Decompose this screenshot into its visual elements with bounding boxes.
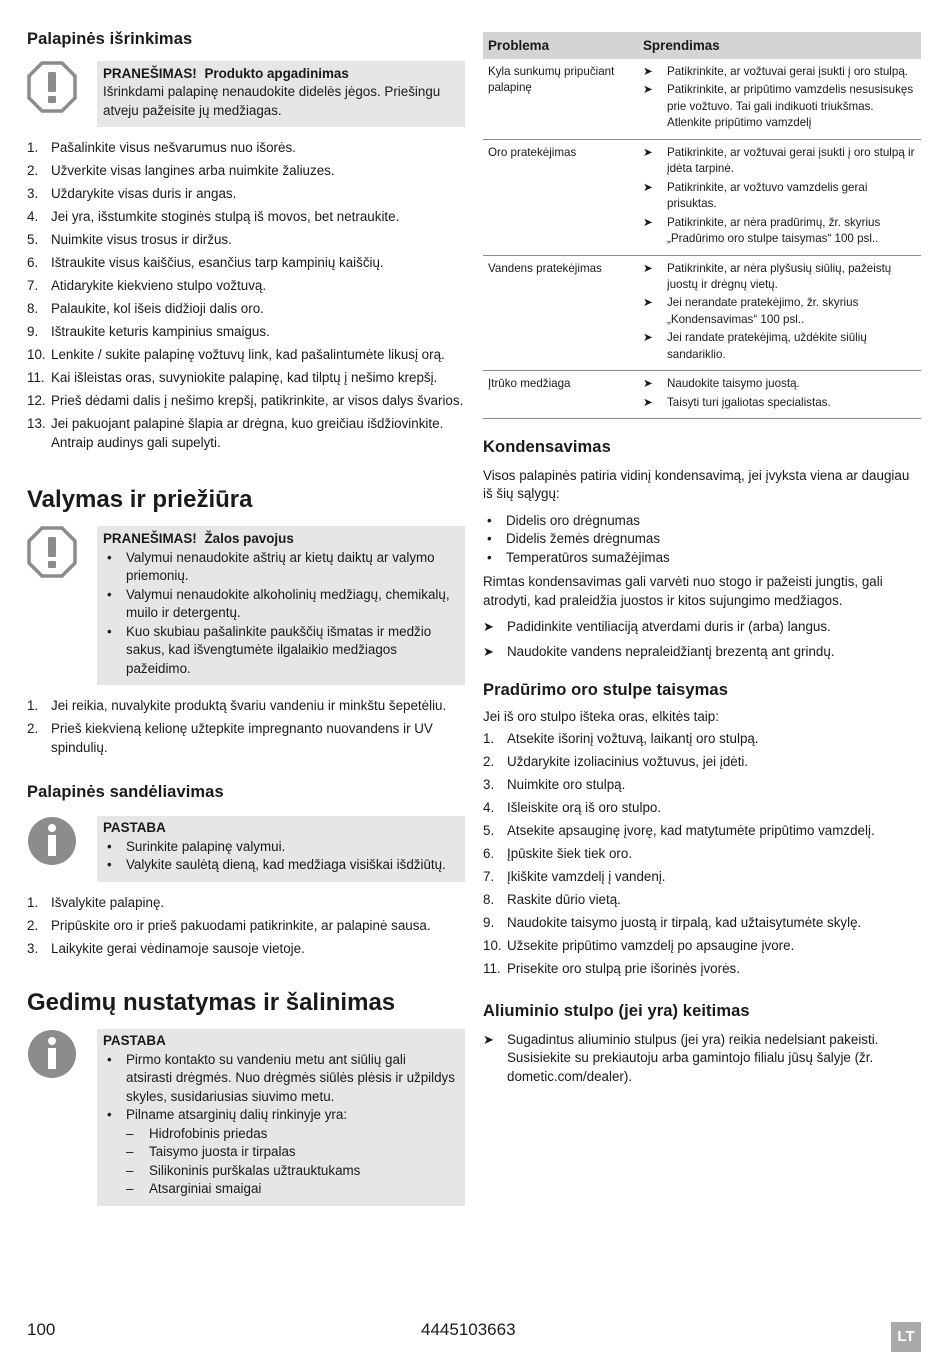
- repair-steps: [483, 730, 921, 979]
- list-item-number: 4.: [483, 799, 495, 815]
- note-storage: [27, 816, 465, 882]
- list-item-text: Kai išleistas oras, suvyniokite palapinę, kad tilptų į nešimo krepšį.: [51, 370, 438, 386]
- solution-item: [643, 64, 916, 80]
- notice-product-damage: [27, 61, 465, 128]
- arrow-icon: ➤: [483, 1031, 494, 1047]
- arrow-icon: ➤: [643, 395, 653, 409]
- action-text: Sugadintus aliuminio stulpus (jei yra) reikia nedelsiant pakeisti. Susisiekite su prekiautoju arba gamintojo filialu jūsų šalyje (žr. dometic.com/dealer).: [507, 1031, 879, 1084]
- list-item-text: Išleiskite orą iš oro stulpo.: [507, 799, 662, 815]
- solution-cell: [638, 371, 921, 419]
- aluminium-action: [483, 1031, 921, 1087]
- table-row: [483, 139, 921, 255]
- solution-item: [643, 82, 916, 131]
- list-item-number: 6.: [27, 255, 39, 271]
- list-item-text: Jei reikia, nuvalykite produktą švariu vandeniu ir minkštu šepetėliu.: [51, 698, 447, 714]
- list-item-number: 2.: [27, 163, 39, 179]
- arrow-icon: ➤: [643, 261, 653, 275]
- troubleshooting-table: [483, 32, 921, 419]
- list-item-text: Išvalykite palapinę.: [51, 894, 165, 910]
- disassembly-steps: [27, 139, 465, 452]
- list-item-number: 13.: [27, 416, 46, 432]
- list-item: [483, 937, 921, 956]
- list-item: [27, 208, 465, 227]
- list-item-text: Įpūskite šiek tiek oro.: [507, 845, 633, 861]
- list-item: [27, 162, 465, 181]
- solution-item: [643, 395, 916, 411]
- list-item-number: 1.: [27, 698, 39, 714]
- note-troubleshooting: [27, 1029, 465, 1206]
- list-item: [483, 845, 921, 864]
- table-row: [483, 255, 921, 371]
- list-item-number: 6.: [483, 845, 495, 861]
- list-item-number: 1.: [27, 894, 39, 910]
- list-item-text: Atsekite išorinį vožtuvą, laikantį oro stulpą.: [507, 730, 759, 746]
- notice-bullet: • Valymui nenaudokite aštrių ar kietų daiktų ar valymo priemonių.: [103, 549, 455, 586]
- condition-item: • Didelis žemės drėgnumas: [483, 530, 921, 549]
- notice-heading: Produkto apgadinimas: [204, 65, 349, 81]
- problem-cell: Oro pratekėjimas: [483, 139, 638, 255]
- section-title-repair: Pradūrimo oro stulpe taisymas: [483, 681, 728, 700]
- arrow-icon: ➤: [643, 65, 653, 79]
- list-item-number: 3.: [483, 776, 495, 792]
- list-item-number: 3.: [27, 186, 39, 202]
- notice-label: PRANEŠIMAS!: [103, 65, 197, 81]
- spare-part-item: – Atsarginiai smaigai: [103, 1180, 455, 1199]
- list-item: [27, 277, 465, 296]
- condensation-intro: Visos palapinės patiria vidinį kondensavimą, jei įvyksta viena ar daugiau iš šių sąlygų:: [483, 467, 910, 502]
- list-item-text: Užsekite pripūtimo vamzdelį po apsaugine įvore.: [507, 937, 795, 953]
- list-item-text: Prisekite oro stulpą prie išorinės įvorės.: [507, 960, 740, 976]
- section-title-cleaning: Valymas ir priežiūra: [27, 486, 253, 514]
- list-item-number: 4.: [27, 209, 39, 225]
- solution-item: [643, 330, 916, 363]
- action-text: Padidinkite ventiliaciją atverdami duris ir (arba) langus.: [507, 619, 831, 635]
- arrow-icon: ➤: [483, 619, 494, 635]
- list-item: [27, 720, 465, 757]
- condensation-conditions: [483, 512, 921, 568]
- solution-text: Naudokite taisymo juostą.: [667, 377, 800, 391]
- list-item: [483, 822, 921, 841]
- notice-heading: Žalos pavojus: [204, 531, 294, 547]
- action-text: Naudokite vandens nepraleidžiantį brezentą ant grindų.: [507, 643, 835, 659]
- solution-text: Jei nerandate pratekėjimo, žr. skyrius „Kondensavimas“ 100 psl..: [667, 296, 859, 326]
- info-circle-icon: [27, 1029, 97, 1079]
- exclamation-octagon-icon: [27, 61, 97, 113]
- solution-item: [643, 180, 916, 213]
- arrow-icon: ➤: [643, 83, 653, 97]
- list-item: [27, 139, 465, 158]
- list-item-number: 10.: [483, 937, 502, 953]
- list-item: [483, 868, 921, 887]
- solution-text: Patikrinkite, ar nėra plyšusių siūlių, pažeistų juostų ir drėgnų vietų.: [667, 261, 892, 292]
- table-row: [483, 371, 921, 419]
- notice-label: PRANEŠIMAS!: [103, 531, 197, 547]
- list-item: [483, 776, 921, 795]
- spare-part-item: – Silikoninis purškalas užtrauktukams: [103, 1162, 455, 1181]
- list-item-number: 3.: [27, 940, 39, 956]
- list-item-number: 8.: [27, 301, 39, 317]
- storage-steps: [27, 894, 465, 959]
- notice-text: Išrinkdami palapinę nenaudokite didelės jėgos. Priešingu atveju pažeisite jų medžiagas.: [103, 84, 441, 118]
- info-circle-icon: [27, 816, 97, 866]
- condition-item: • Didelis oro drėgnumas: [483, 512, 921, 531]
- list-item-number: 11.: [27, 370, 45, 386]
- page-number: 100: [27, 1320, 56, 1339]
- list-item-text: Jei yra, išstumkite stoginės stulpą iš movos, bet netraukite.: [51, 209, 400, 225]
- section-title-condensation: Kondensavimas: [483, 438, 611, 457]
- list-item-text: Lenkite / sukite palapinę vožtuvų link, kad pašalintumėte likusį orą.: [51, 347, 445, 363]
- list-item-text: Jei pakuojant palapinė šlapia ar drėgna, kuo greičiau išdžiovinkite. Antraip audinys gali supelyti.: [51, 416, 444, 450]
- list-item: [483, 753, 921, 772]
- solution-item: [643, 215, 916, 248]
- list-item-text: Prieš dėdami dalis į nešimo krepšį, patikrinkite, ar visos dalys švarios.: [51, 393, 464, 409]
- solution-cell: [638, 139, 921, 255]
- action-item: [483, 618, 921, 637]
- list-item-number: 2.: [483, 753, 495, 769]
- list-item-text: Ištraukite visus kaiščius, esančius tarp kampinių kaiščių.: [51, 255, 384, 271]
- solution-text: Patikrinkite, ar vožtuvai gerai įsukti į oro stulpą.: [667, 65, 908, 79]
- list-item-text: Nuimkite visus trosus ir diržus.: [51, 232, 232, 248]
- list-item-text: Uždarykite izoliacinius vožtuvus, jei įdėti.: [507, 753, 749, 769]
- notice-bullet: • Valymui nenaudokite alkoholinių medžiagų, chemikalų, muilo ir detergentų.: [103, 586, 455, 623]
- note-bullet: • Pirmo kontakto su vandeniu metu ant siūlių gali atsirasti drėgmės. Nuo drėgmės siūlės plėsis ir užpildys skyles, susidariusias siuvimo metu.: [103, 1051, 455, 1107]
- table-header-problem: Problema: [483, 32, 638, 59]
- solution-item: [643, 145, 916, 178]
- repair-intro: Jei iš oro stulpo išteka oras, elkitės taip:: [483, 709, 719, 725]
- section-title-storage: Palapinės sandėliavimas: [27, 783, 224, 802]
- list-item-number: 11.: [483, 960, 501, 976]
- list-item-text: Laikykite gerai vėdinamoje sausoje vietoje.: [51, 940, 305, 956]
- list-item: [27, 185, 465, 204]
- table-header-solution: Sprendimas: [638, 32, 921, 59]
- problem-cell: Kyla sunkumų pripučiant palapinę: [483, 59, 638, 139]
- list-item-text: Užverkite visas langines arba nuimkite žaliuzes.: [51, 163, 335, 179]
- left-column: [27, 28, 465, 1218]
- list-item-number: 1.: [483, 730, 495, 746]
- list-item-number: 7.: [27, 278, 39, 294]
- list-item-text: Raskite dūrio vietą.: [507, 891, 621, 907]
- solution-cell: [638, 59, 921, 139]
- list-item-text: Nuimkite oro stulpą.: [507, 776, 626, 792]
- solution-item: [643, 376, 916, 392]
- list-item: [27, 894, 465, 913]
- spare-part-item: – Taisymo juosta ir tirpalas: [103, 1143, 455, 1162]
- list-item-number: 7.: [483, 868, 495, 884]
- list-item-number: 9.: [483, 914, 495, 930]
- arrow-icon: ➤: [643, 215, 653, 229]
- list-item: [27, 231, 465, 250]
- note-label: PASTABA: [103, 1033, 166, 1049]
- table-row: [483, 59, 921, 139]
- condensation-text: Rimtas kondensavimas gali varvėti nuo stogo ir pažeisti jungtis, gali atrodyti, kad praleidžia juostos ir kitos sujungimo medžiagos.: [483, 574, 883, 608]
- right-column: [483, 32, 921, 1092]
- list-item: [27, 415, 465, 452]
- list-item: [27, 346, 465, 365]
- section-title-troubleshooting: Gedimų nustatymas ir šalinimas: [27, 989, 396, 1017]
- list-item-number: 10.: [27, 347, 46, 363]
- list-item-number: 8.: [483, 891, 495, 907]
- spare-part-item: – Hidrofobinis priedas: [103, 1125, 455, 1144]
- action-item: [483, 643, 921, 662]
- section-title-aluminium: Aliuminio stulpo (jei yra) keitimas: [483, 1002, 750, 1021]
- exclamation-octagon-icon: [27, 526, 97, 578]
- notice-damage-hazard: [27, 526, 465, 685]
- list-item-text: Atsekite apsauginę įvorę, kad matytumėte pripūtimo vamzdelį.: [507, 822, 875, 838]
- note-bullets: [103, 838, 455, 875]
- list-item-number: 2.: [27, 721, 39, 737]
- list-item: [27, 369, 465, 388]
- list-item-text: Prieš kiekvieną kelionę užtepkite impregnanto nuovandens ir UV spindulių.: [51, 721, 433, 755]
- list-item-text: Palaukite, kol išeis didžioji dalis oro.: [51, 301, 264, 317]
- list-item: [27, 917, 465, 936]
- list-item-text: Atidarykite kiekvieno stulpo vožtuvą.: [51, 278, 267, 294]
- problem-cell: Vandens pratekėjimas: [483, 255, 638, 371]
- solution-text: Patikrinkite, ar vožtuvai gerai įsukti į oro stulpą ir įdėta tarpinė.: [667, 145, 915, 176]
- problem-cell: Įtrūko medžiaga: [483, 371, 638, 419]
- list-item-number: 9.: [27, 324, 39, 340]
- list-item: [483, 960, 921, 979]
- notice-bullet: • Kuo skubiau pašalinkite paukščių išmatas ir medžio sakus, kad išvengtumėte ilgalaikio medžiagos pažeidimo.: [103, 623, 455, 679]
- notice-bullets: [103, 549, 455, 679]
- list-item: [27, 392, 465, 411]
- list-item-number: 2.: [27, 917, 39, 933]
- solution-cell: [638, 255, 921, 371]
- arrow-icon: ➤: [643, 296, 653, 310]
- list-item-number: 12.: [27, 393, 46, 409]
- arrow-icon: ➤: [483, 643, 494, 659]
- list-item-text: Pripūskite oro ir prieš pakuodami patikrinkite, ar palapinė sausa.: [51, 917, 431, 933]
- arrow-icon: ➤: [643, 180, 653, 194]
- list-item-number: 5.: [483, 822, 495, 838]
- solution-text: Jei randate pratekėjimą, uždėkite siūlių sandariklio.: [667, 331, 867, 361]
- solution-text: Patikrinkite, ar vožtuvo vamzdelis gerai prisuktas.: [667, 180, 868, 211]
- note-bullet: • Valykite saulėtą dieną, kad medžiaga visiškai išdžiūtų.: [103, 856, 455, 875]
- list-item-number: 1.: [27, 140, 39, 156]
- section-title-disassembly: Palapinės išrinkimas: [27, 30, 193, 48]
- list-item-text: Ištraukite keturis kampinius smaigus.: [51, 324, 270, 340]
- arrow-icon: ➤: [643, 331, 653, 345]
- list-item-text: Uždarykite visas duris ir angas.: [51, 186, 237, 202]
- list-item-text: Naudokite taisymo juostą ir tirpalą, kad užtaisytumėte skylę.: [507, 914, 862, 930]
- solution-text: Patikrinkite, ar pripūtimo vamzdelis nesusisukęs prie vožtuvo. Tai gali indikuoti triukšmas. Atlenkite pripūtimo vamzdelį: [667, 83, 914, 130]
- list-item-text: Įkiškite vamzdelį į vandenį.: [507, 868, 666, 884]
- condensation-actions: [483, 618, 921, 661]
- spare-parts-list: [103, 1125, 455, 1199]
- list-item-number: 5.: [27, 232, 39, 248]
- condition-item: • Temperatūros sumažėjimas: [483, 549, 921, 568]
- list-item: [27, 300, 465, 319]
- note-bullet: • Pilname atsarginių dalių rinkinyje yra:: [103, 1106, 455, 1125]
- list-item: [483, 730, 921, 749]
- note-label: PASTABA: [103, 820, 166, 836]
- list-item: [483, 891, 921, 910]
- list-item: [483, 799, 921, 818]
- list-item: [27, 323, 465, 342]
- note-bullets: [103, 1051, 455, 1125]
- arrow-icon: ➤: [643, 377, 653, 391]
- list-item: [27, 697, 465, 716]
- note-bullet: • Surinkite palapinę valymui.: [103, 838, 455, 857]
- arrow-icon: ➤: [643, 145, 653, 159]
- solution-text: Patikrinkite, ar nėra pradūrimų, žr. skyrius „Pradūrimo oro stulpe taisymas“ 100 psl..: [667, 215, 881, 246]
- list-item: [27, 254, 465, 273]
- list-item-text: Pašalinkite visus nešvarumus nuo išorės.: [51, 140, 296, 156]
- solution-item: [643, 261, 916, 294]
- list-item: [27, 940, 465, 959]
- document-code: 4445103663: [421, 1320, 516, 1339]
- language-badge: LT: [891, 1322, 921, 1352]
- solution-item: [643, 295, 916, 328]
- cleaning-steps: [27, 697, 465, 757]
- list-item: [483, 914, 921, 933]
- solution-text: Taisyti turi įgaliotas specialistas.: [667, 395, 831, 409]
